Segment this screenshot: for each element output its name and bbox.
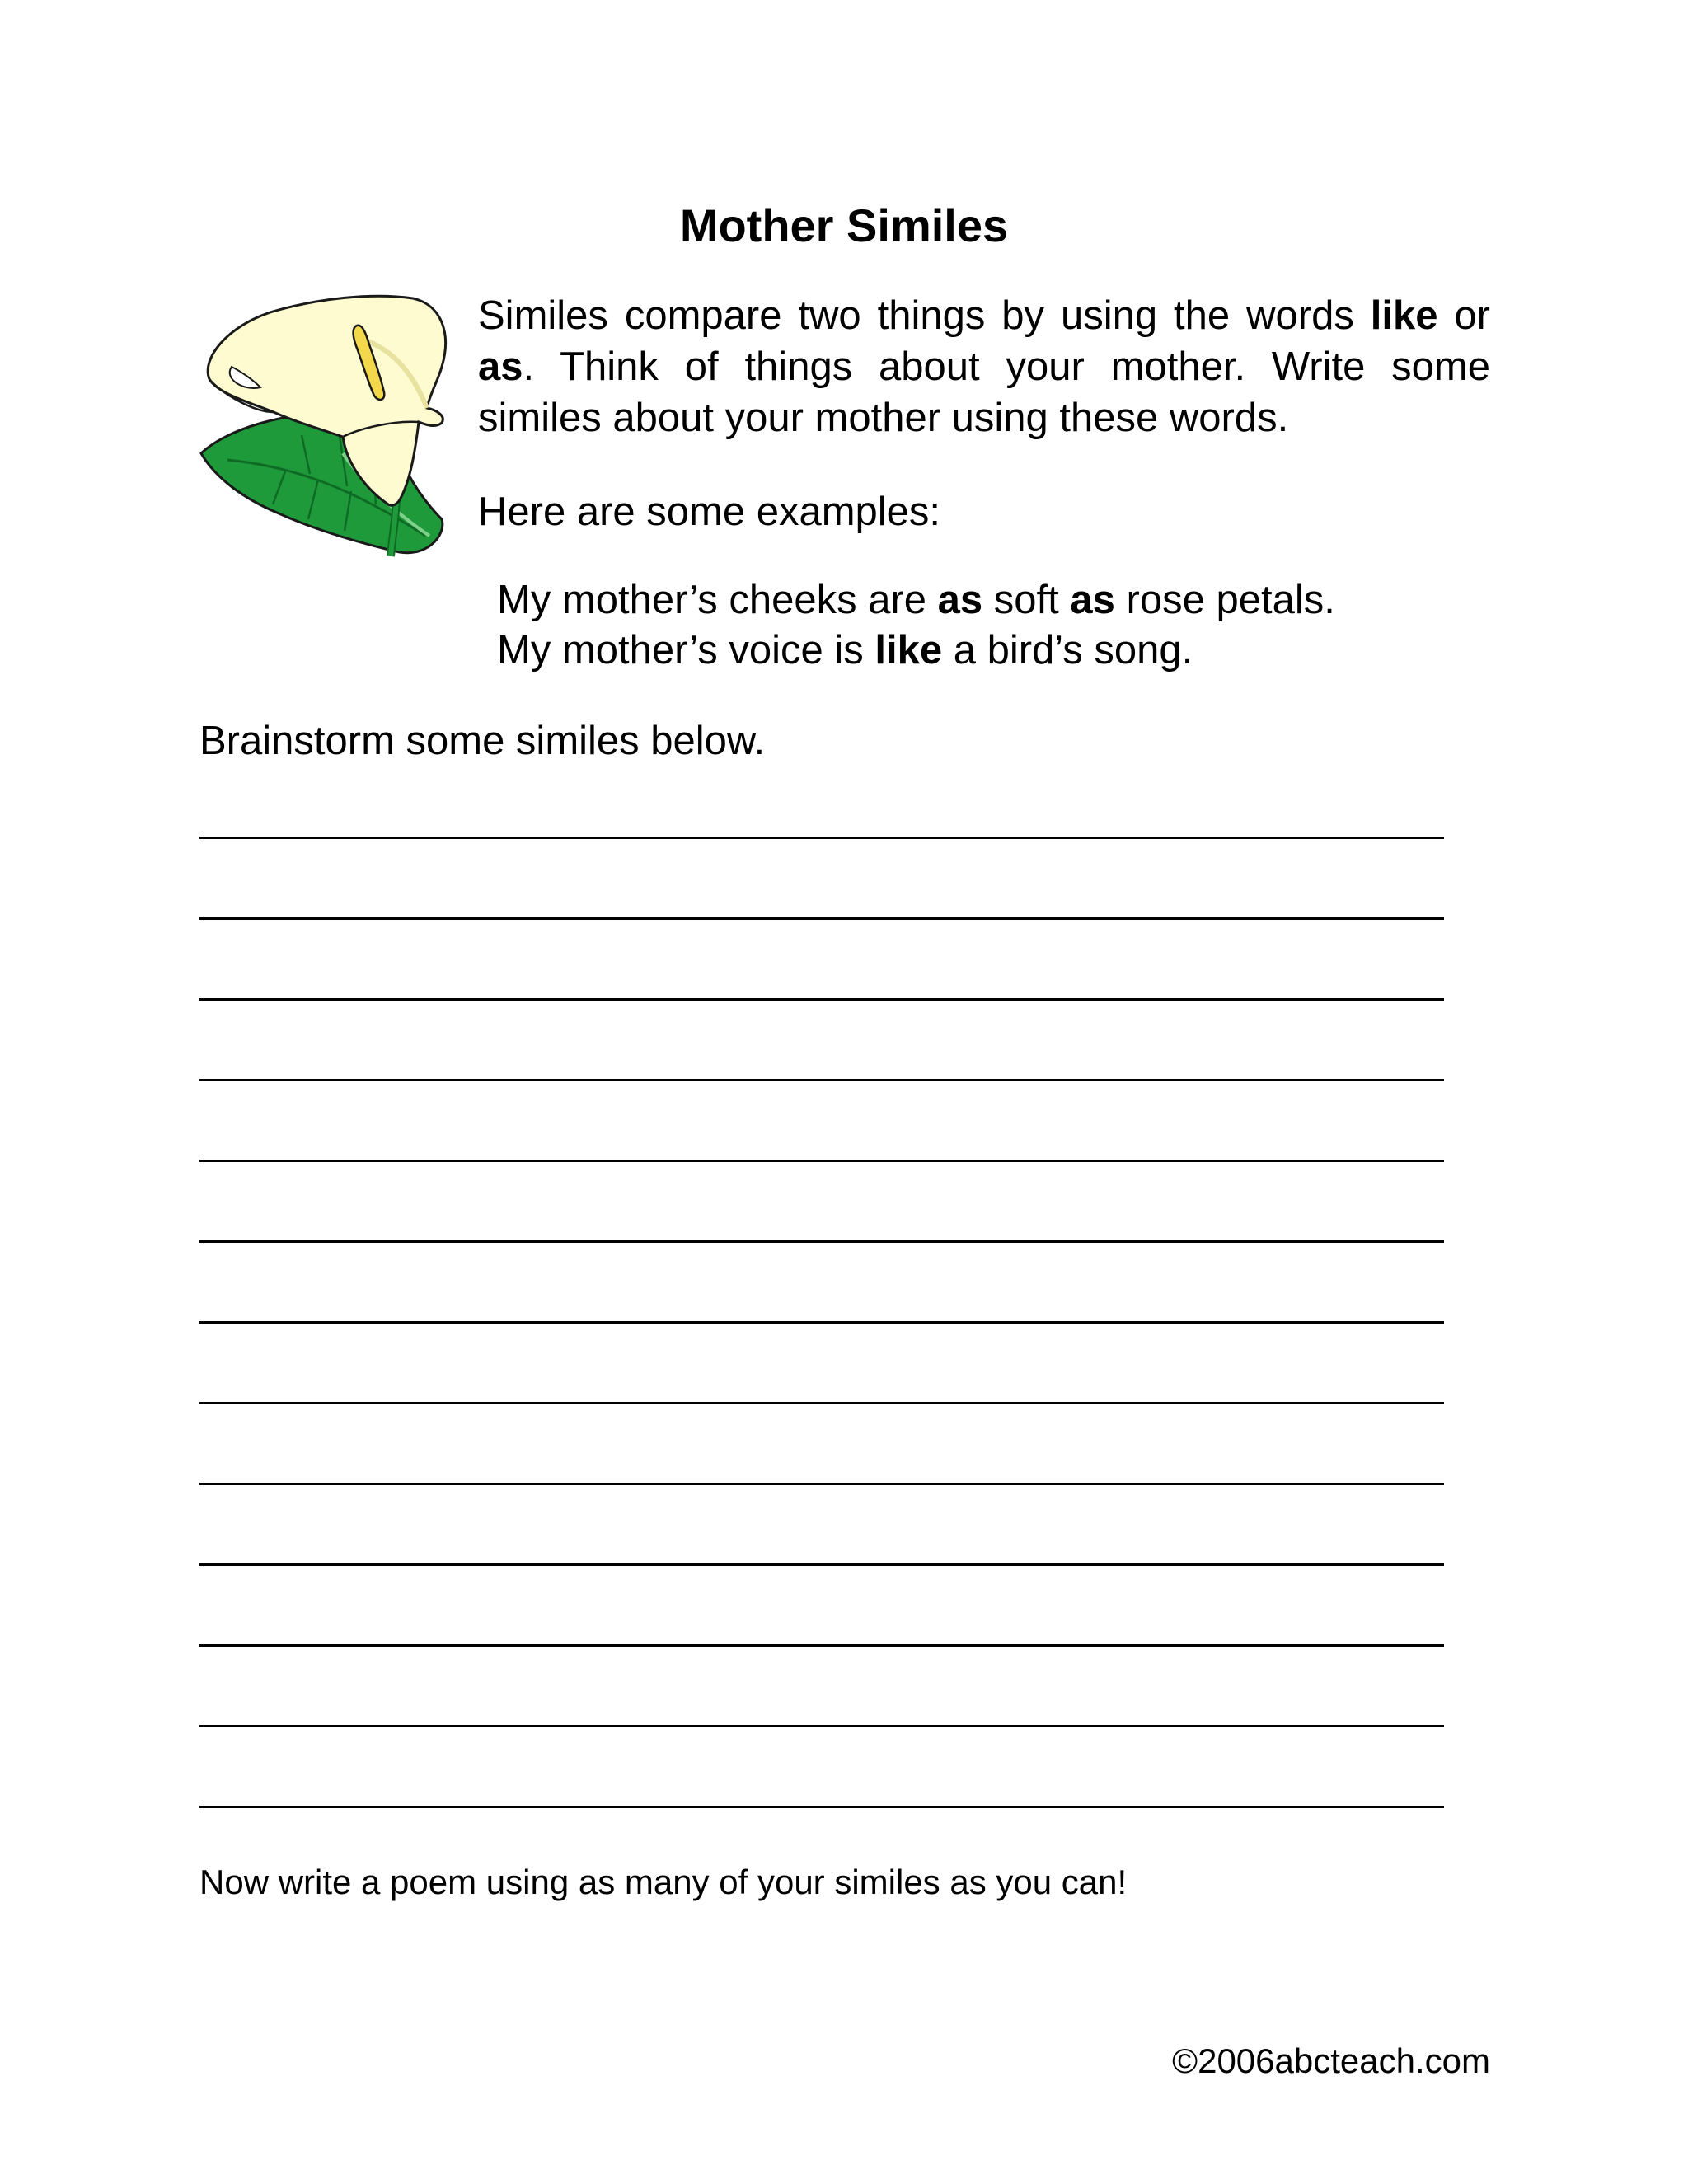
intro-paragraph: Similes compare two things by using the words like or as. Think of things about your mother. Write some similes about your mother using these words. [478,293,1491,440]
writing-line [199,837,1444,839]
calla-lily-illustration [195,288,450,560]
example-simile-2: My mother’s voice is like a bird’s song. [497,628,1193,673]
writing-line [199,1644,1444,1647]
writing-line [199,1563,1444,1566]
writing-line [199,1402,1444,1404]
brainstorm-instruction: Brainstorm some similes below. [199,719,766,763]
copyright-notice: ©2006abcteach.com [1172,2041,1490,2080]
example-simile-1: My mother’s cheeks are as soft as rose petals. [497,578,1335,622]
writing-line [199,1160,1444,1162]
writing-line [199,917,1444,920]
examples-heading: Here are some examples: [478,490,941,534]
page-title: Mother Similes [679,199,1009,251]
writing-line [199,1240,1444,1243]
poem-prompt: Now write a poem using as many of your similes as you can! [199,1863,1128,1901]
writing-line [199,1483,1444,1485]
writing-line [199,1725,1444,1727]
writing-line [199,1321,1444,1324]
writing-line [199,1079,1444,1081]
writing-line [199,998,1444,1001]
writing-line [199,1806,1444,1808]
